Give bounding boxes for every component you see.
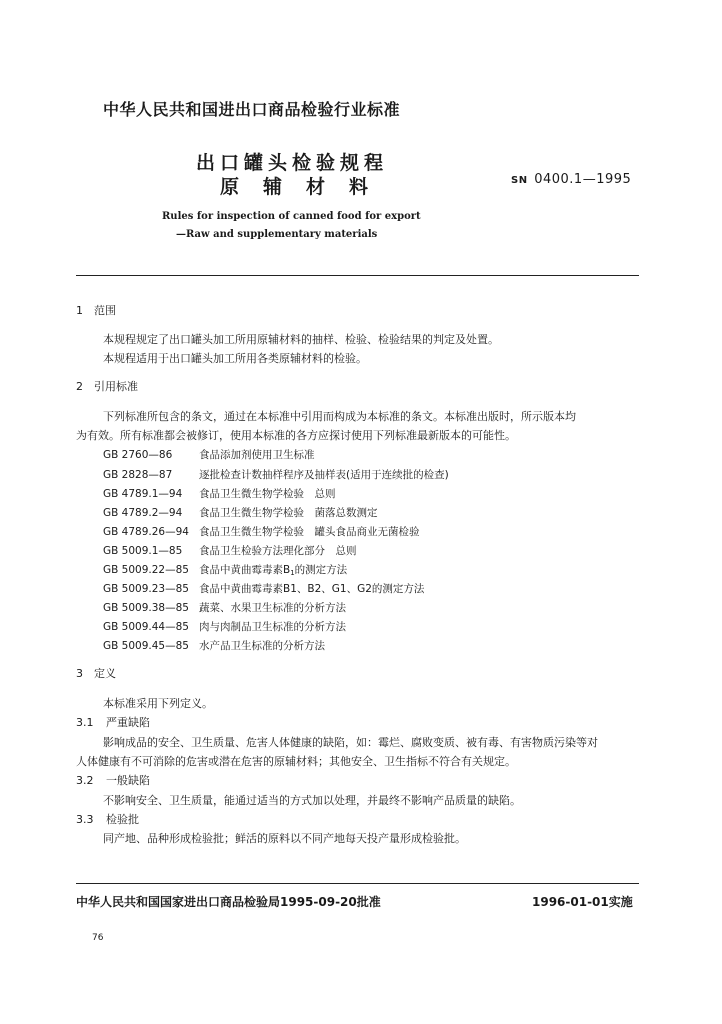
definition-3-3-heading: 3.3 检验批 <box>76 813 139 826</box>
definition-3-3-text: 同产地、品种形成检验批；鲜活的原料以不同产地每天投产量形成检验批。 <box>103 832 466 845</box>
section-2-heading: 2 引用标准 <box>76 380 138 393</box>
section-3-intro: 本标准采用下列定义。 <box>103 697 213 710</box>
section-2-paragraph-line-2: 为有效。所有标准都会被修订，使用本标准的各方应探讨使用下列标准最新版本的可能性。 <box>76 429 516 442</box>
reference-item: GB 2760—86 食品添加剂使用卫生标准 <box>103 449 315 461</box>
title-line-2: 原辅材料 <box>220 176 393 198</box>
reference-item: GB 4789.2—94 食品卫生微生物学检验 菌落总数测定 <box>103 507 378 519</box>
section-1-paragraph-1: 本规程规定了出口罐头加工所用原辅材料的抽样、检验、检验结果的判定及处置。 <box>103 333 499 346</box>
reference-item: GB 2828—87 逐批检查计数抽样程序及抽样表(适用于连续批的检查) <box>103 469 449 481</box>
definition-3-1-text-line-1: 影响成品的安全、卫生质量、危害人体健康的缺陷，如：霉烂、腐败变质、被有毒、有害物质污染等对 <box>103 736 598 749</box>
effective-date: 1996-01-01实施 <box>532 895 633 909</box>
section-1-heading: 1 范围 <box>76 304 116 317</box>
definition-3-1-heading: 3.1 严重缺陷 <box>76 716 150 729</box>
approval-line: 中华人民共和国国家进出口商品检验局1995-09-20批准 <box>76 895 381 909</box>
page-number: 76 <box>92 933 104 943</box>
reference-item: GB 5009.1—85 食品卫生检验方法理化部分 总则 <box>103 545 357 557</box>
reference-item: GB 5009.22—85 食品中黄曲霉毒素$B_1$的测定方法 <box>103 564 348 577</box>
standard-code-number: 0400.1—1995 <box>534 172 632 187</box>
reference-item: GB 5009.23—85 食品中黄曲霉毒素B1、B2、G1、G2的测定方法 <box>103 583 425 595</box>
section-1-paragraph-2: 本规程适用于出口罐头加工所用各类原辅材料的检验。 <box>103 352 367 365</box>
title-line-1: 出口罐头检验规程 <box>196 152 389 174</box>
reference-item: GB 5009.38—85 蔬菜、水果卫生标准的分析方法 <box>103 602 346 614</box>
header-divider <box>76 275 639 276</box>
section-2-paragraph-line-1: 下列标准所包含的条文，通过在本标准中引用而构成为本标准的条文。本标准出版时，所示版本均 <box>103 410 576 423</box>
reference-item: GB 4789.1—94 食品卫生微生物学检验 总则 <box>103 488 336 500</box>
english-title-line-1: Rules for inspection of canned food for export <box>162 211 421 222</box>
standard-code-prefix: SN <box>511 175 528 186</box>
definition-3-2-text: 不影响安全、卫生质量，能通过适当的方式加以处理，并最终不影响产品质量的缺陷。 <box>103 794 521 807</box>
definition-3-1-text-line-2: 人体健康有不可消除的危害或潜在危害的原辅材料；其他安全、卫生指标不符合有关规定。 <box>76 755 516 768</box>
english-title-line-2: —Raw and supplementary materials <box>176 229 378 240</box>
definition-3-2-heading: 3.2 一般缺陷 <box>76 774 150 787</box>
reference-item: GB 5009.44—85 肉与肉制品卫生标准的分析方法 <box>103 621 346 633</box>
reference-item: GB 5009.45—85 水产品卫生标准的分析方法 <box>103 640 325 652</box>
reference-item: GB 4789.26—94 食品卫生微生物学检验 罐头食品商业无菌检验 <box>103 526 420 538</box>
footer-divider <box>76 883 639 884</box>
issuer-header: 中华人民共和国进出口商品检验行业标准 <box>103 100 401 119</box>
standard-code <box>511 172 631 187</box>
section-3-heading: 3 定义 <box>76 667 116 680</box>
